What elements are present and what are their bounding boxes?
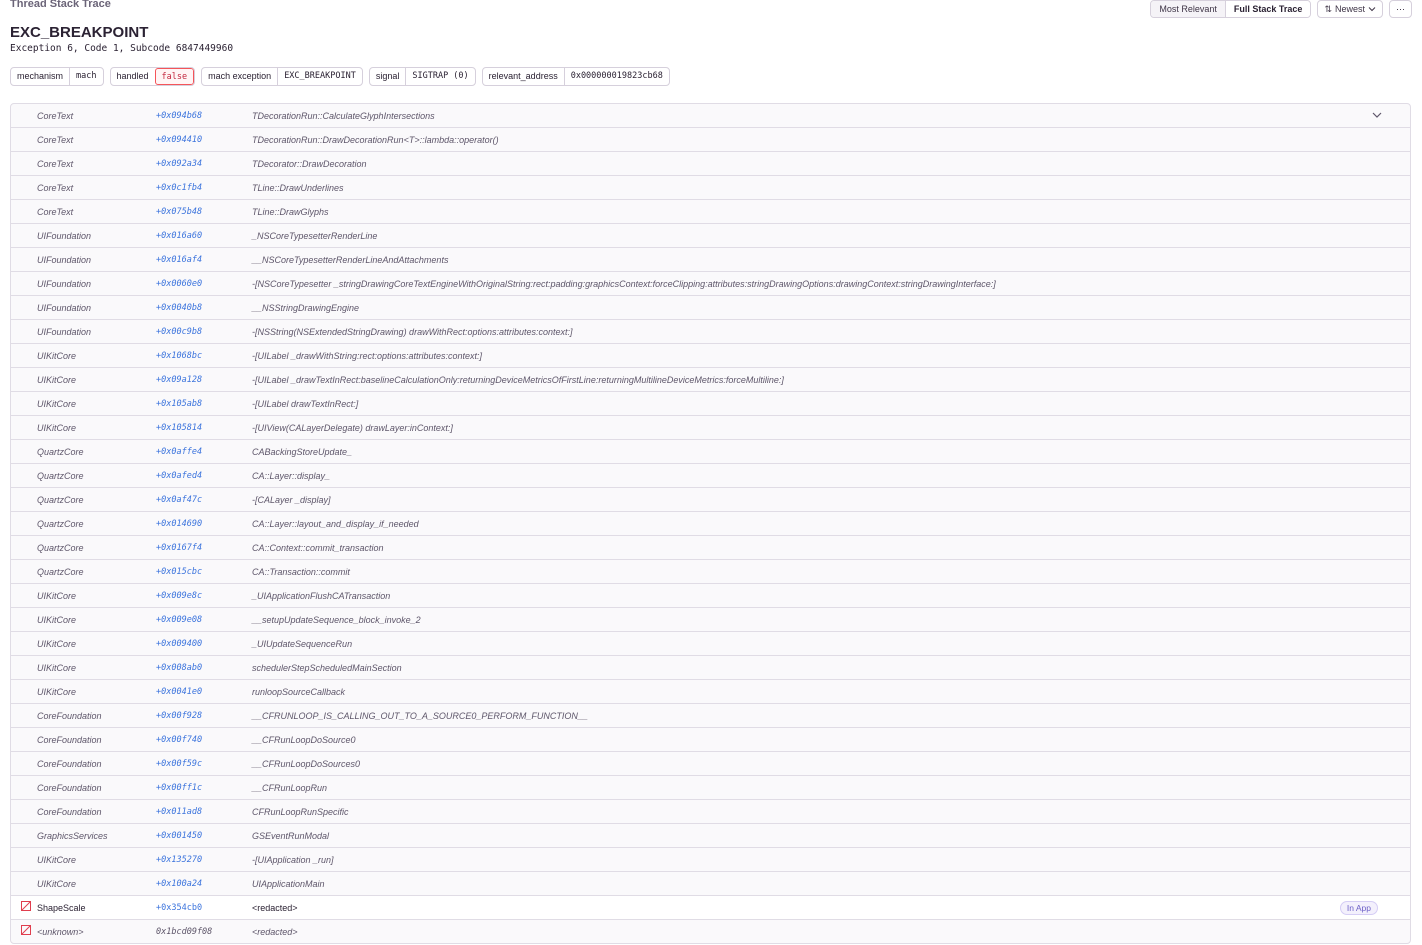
frame-package: QuartzCore (37, 446, 84, 457)
more-options-button[interactable]: ⋯ (1389, 0, 1412, 18)
frame-address: +0x1068bc (156, 350, 203, 361)
sort-label: Newest (1334, 4, 1365, 14)
stack-frame-row[interactable] (11, 583, 1410, 607)
frame-address: +0x092a34 (156, 158, 203, 169)
frame-package: UIKitCore (37, 614, 77, 625)
stack-frames-list (10, 103, 1411, 944)
frame-address: +0x014690 (156, 518, 203, 529)
stack-frame-row[interactable] (11, 847, 1410, 871)
chevron-down-icon (1368, 5, 1376, 13)
stack-frame-row[interactable] (11, 223, 1410, 247)
frame-function: -[UILabel drawTextInRect:] (252, 398, 359, 409)
frame-package: UIKitCore (37, 854, 77, 865)
frame-function: <redacted> (252, 926, 298, 937)
stack-frame-row[interactable] (11, 319, 1410, 343)
stack-frame-row[interactable] (11, 151, 1410, 175)
tag-key: mach exception (208, 71, 272, 81)
stack-frame-row[interactable] (11, 463, 1410, 487)
stack-frame-row[interactable] (11, 104, 1410, 127)
stack-frame-row[interactable] (11, 271, 1410, 295)
frame-function: CA::Context::commit_transaction (252, 542, 384, 553)
frame-address: +0x0af47c (156, 494, 203, 505)
frame-address: +0x016af4 (156, 254, 203, 265)
frame-package: GraphicsServices (37, 830, 108, 841)
frame-address: +0x00ff1c (156, 782, 203, 793)
stack-frame-row[interactable] (11, 391, 1410, 415)
chevron-down-icon[interactable] (1372, 110, 1382, 120)
frame-address: +0x00f928 (156, 710, 203, 721)
frame-address: +0x0041e0 (156, 686, 203, 697)
mechanism-tag[interactable] (110, 67, 196, 86)
frame-package: QuartzCore (37, 542, 84, 553)
stack-frame-row[interactable] (11, 919, 1410, 943)
frame-function: -[UIApplication _run] (252, 854, 334, 865)
frame-package: UIKitCore (37, 638, 77, 649)
frame-package: UIKitCore (37, 350, 77, 361)
frame-address: +0x00f740 (156, 734, 203, 745)
stack-frame-row[interactable] (11, 487, 1410, 511)
frame-package: UIKitCore (37, 374, 77, 385)
frame-function: -[NSString(NSExtendedStringDrawing) drawWithRect:options:attributes:context:] (252, 326, 573, 337)
frame-function: _UIApplicationFlushCATransaction (252, 590, 391, 601)
frame-function: TLine::DrawGlyphs (252, 206, 329, 217)
frame-package: QuartzCore (37, 494, 84, 505)
stack-frame-row[interactable] (11, 895, 1410, 919)
frame-function: runloopSourceCallback (252, 686, 346, 697)
stack-frame-row[interactable] (11, 799, 1410, 823)
tag-value: false (155, 68, 195, 85)
frame-package: UIFoundation (37, 278, 92, 289)
stack-frame-row[interactable] (11, 703, 1410, 727)
frame-function: __CFRunLoopRun (252, 782, 328, 793)
missing-symbols-icon (21, 925, 31, 935)
sort-arrows-icon: ⇅ (1324, 4, 1332, 14)
stack-frame-row[interactable] (11, 871, 1410, 895)
frame-address: +0x0167f4 (156, 542, 203, 553)
frame-function: TDecorationRun::DrawDecorationRun<T>::lambda::operator() (252, 134, 499, 145)
stack-frame-row[interactable] (11, 343, 1410, 367)
mechanism-tag[interactable] (369, 67, 476, 86)
frame-package: CoreFoundation (37, 782, 102, 793)
frame-address: +0x0040b8 (156, 302, 203, 313)
stack-frame-row[interactable] (11, 247, 1410, 271)
frame-function: __CFRunLoopDoSource0 (252, 734, 356, 745)
frame-function: CABackingStoreUpdate_ (252, 446, 353, 457)
tag-value: SIGTRAP (0) (405, 68, 474, 85)
frame-address: +0x001450 (156, 830, 203, 841)
frame-package: ShapeScale (37, 902, 86, 913)
frame-package: QuartzCore (37, 566, 84, 577)
frame-package: UIKitCore (37, 662, 77, 673)
frame-address: +0x009e08 (156, 614, 203, 625)
frame-address: +0x009400 (156, 638, 203, 649)
frame-address: +0x015cbc (156, 566, 203, 577)
stack-frame-row[interactable] (11, 655, 1410, 679)
sort-dropdown[interactable] (1317, 0, 1383, 18)
frame-address: +0x354cb0 (156, 902, 203, 913)
frame-address: +0x009e8c (156, 590, 203, 601)
frame-address: +0x094b68 (156, 110, 203, 121)
stack-frame-row[interactable] (11, 367, 1410, 391)
frame-function: -[UILabel _drawTextInRect:baselineCalculationOnly:returningDeviceMetricsOfFirstLine:returningMultilineDeviceMetrics:forceMultiline:] (252, 374, 784, 385)
stack-frame-row[interactable] (11, 727, 1410, 751)
frame-package: CoreText (37, 158, 74, 169)
frame-address: +0x09a128 (156, 374, 203, 385)
stack-frame-row[interactable] (11, 679, 1410, 703)
stack-frame-row[interactable] (11, 295, 1410, 319)
mechanism-tag[interactable] (10, 67, 104, 86)
frame-function: -[UILabel _drawWithString:rect:options:attributes:context:] (252, 350, 483, 361)
frame-package: UIKitCore (37, 686, 77, 697)
frame-function: TLine::DrawUnderlines (252, 182, 344, 193)
frame-package: UIFoundation (37, 302, 92, 313)
section-title: Thread Stack Trace (10, 0, 111, 10)
missing-symbols-icon (21, 901, 31, 911)
stack-frame-row[interactable] (11, 775, 1410, 799)
frame-function: -[NSCoreTypesetter _stringDrawingCoreTextEngineWithOriginalString:rect:padding:graphicsContext:forceClipping:attributes:stringDrawingOptions:drawingContext:stringDrawingInterface:] (252, 278, 996, 289)
tag-value: EXC_BREAKPOINT (277, 68, 362, 85)
frame-function: CA::Layer::display_ (252, 470, 331, 481)
frame-function: __CFRUNLOOP_IS_CALLING_OUT_TO_A_SOURCE0_PERFORM_FUNCTION__ (252, 710, 588, 721)
frame-package: UIKitCore (37, 878, 77, 889)
stack-frame-row[interactable] (11, 175, 1410, 199)
frame-function: _UIUpdateSequenceRun (252, 638, 353, 649)
toolbar (1150, 0, 1412, 18)
frame-function: CFRunLoopRunSpecific (252, 806, 349, 817)
view-toggle (1150, 0, 1311, 18)
frame-address: +0x075b48 (156, 206, 203, 217)
exception-description: Exception 6, Code 1, Subcode 6847449960 (10, 43, 234, 54)
frame-package: UIKitCore (37, 590, 77, 601)
frame-package: CoreText (37, 206, 74, 217)
frame-package: QuartzCore (37, 518, 84, 529)
frame-function: __CFRunLoopDoSources0 (252, 758, 361, 769)
frame-package: UIFoundation (37, 254, 92, 265)
tag-value: mach (69, 68, 102, 85)
frame-package: CoreFoundation (37, 806, 102, 817)
in-app-badge: In App (1340, 901, 1378, 915)
frame-function: <redacted> (252, 902, 298, 913)
tag-key: relevant_address (488, 71, 558, 81)
mechanism-tags (10, 67, 670, 86)
frame-address: 0x1bcd09f08 (156, 926, 213, 937)
frame-function: CA::Layer::layout_and_display_if_needed (252, 518, 419, 529)
frame-address: +0x0affe4 (156, 446, 203, 457)
frame-address: +0x00c9b8 (156, 326, 203, 337)
stack-frame-row[interactable] (11, 415, 1410, 439)
frame-function: CA::Transaction::commit (252, 566, 350, 577)
frame-address: +0x011ad8 (156, 806, 203, 817)
frame-function: __setupUpdateSequence_block_invoke_2 (252, 614, 421, 625)
frame-address: +0x135270 (156, 854, 203, 865)
frame-package: UIKitCore (37, 398, 77, 409)
frame-function: __NSStringDrawingEngine (252, 302, 360, 313)
frame-address: +0x0060e0 (156, 278, 203, 289)
frame-package: CoreFoundation (37, 710, 102, 721)
frame-function: __NSCoreTypesetterRenderLineAndAttachments (252, 254, 449, 265)
mechanism-tag[interactable] (201, 67, 363, 86)
frame-function: -[CALayer _display] (252, 494, 331, 505)
tag-key: signal (375, 71, 400, 81)
frame-function: GSEventRunModal (252, 830, 330, 841)
stack-frame-row[interactable] (11, 535, 1410, 559)
frame-package: CoreText (37, 134, 74, 145)
stack-frame-row[interactable] (11, 439, 1410, 463)
frame-address: +0x00f59c (156, 758, 203, 769)
frame-address: +0x0c1fb4 (156, 182, 203, 193)
frame-function: schedulerStepScheduledMainSection (252, 662, 402, 673)
stack-frame-row[interactable] (11, 559, 1410, 583)
stack-frame-row[interactable] (11, 607, 1410, 631)
frame-package: CoreFoundation (37, 734, 102, 745)
frame-package: CoreFoundation (37, 758, 102, 769)
frame-address: +0x100a24 (156, 878, 203, 889)
stack-frame-row[interactable] (11, 631, 1410, 655)
stack-frame-row[interactable] (11, 751, 1410, 775)
stack-frame-row[interactable] (11, 511, 1410, 535)
frame-package: CoreText (37, 182, 74, 193)
frame-package: QuartzCore (37, 470, 84, 481)
frame-address: +0x105ab8 (156, 398, 203, 409)
frame-function: -[UIView(CALayerDelegate) drawLayer:inContext:] (252, 422, 453, 433)
frame-address: +0x0afed4 (156, 470, 203, 481)
frame-function: _NSCoreTypesetterRenderLine (252, 230, 378, 241)
frame-address: +0x008ab0 (156, 662, 203, 673)
tag-key: mechanism (17, 71, 64, 81)
frame-package: <unknown> (37, 926, 84, 937)
frame-package: UIFoundation (37, 230, 92, 241)
frame-package: UIFoundation (37, 326, 92, 337)
frame-package: UIKitCore (37, 422, 77, 433)
frame-address: +0x105814 (156, 422, 203, 433)
exception-type: EXC_BREAKPOINT (10, 24, 149, 41)
frame-address: +0x016a60 (156, 230, 203, 241)
full-stack-trace-button[interactable]: Full Stack Trace (1225, 1, 1311, 17)
stack-frame-row[interactable] (11, 823, 1410, 847)
tag-value: 0x000000019823cb68 (564, 68, 669, 85)
frame-function: TDecorationRun::CalculateGlyphIntersections (252, 110, 435, 121)
frame-package: CoreText (37, 110, 74, 121)
mechanism-tag[interactable] (482, 67, 670, 86)
frame-function: TDecorator::DrawDecoration (252, 158, 367, 169)
stack-frame-row[interactable] (11, 199, 1410, 223)
frame-function: UIApplicationMain (252, 878, 325, 889)
frame-address: +0x094410 (156, 134, 203, 145)
stack-frame-row[interactable] (11, 127, 1410, 151)
most-relevant-button[interactable]: Most Relevant (1151, 1, 1225, 17)
tag-key: handled (116, 71, 149, 81)
